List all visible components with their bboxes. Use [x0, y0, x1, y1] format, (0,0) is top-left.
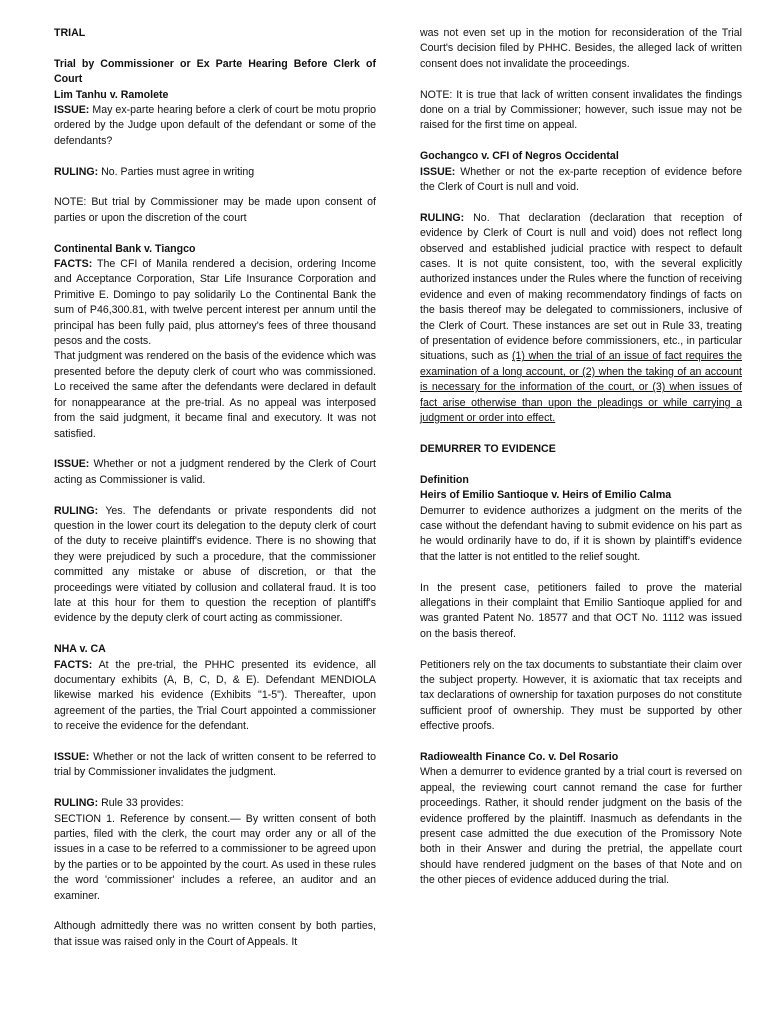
trial-heading: TRIAL — [54, 27, 86, 39]
case-body-radiowealth: When a demurrer to evidence granted by a trial court is reversed on appeal, the reviewing court cannot remand the case for further proceedings. Rather, it should render judgment on the basis of the evidence proffered by the plaintiff. Inasmuch as defendants in the present case admitted the due execution of the Promissory Note both in their Answer and during the pretrial, the appellate court should have rendered judgment on the bases of that Note and on the other pieces of evidence adduced during the trial. — [420, 766, 742, 887]
case-issue-lim-tanhu: ISSUE: May ex-parte hearing before a clerk of court be motu proprio ordered by the Judge upon default of the defendant or some of the defendants? — [54, 104, 376, 147]
case-title-nha: NHA v. CA — [54, 643, 106, 656]
case-note-lim-tanhu: NOTE: But trial by Commissioner may be made upon consent of parties or upon the discretion of the court — [54, 196, 376, 224]
definition-heading: Definition — [420, 473, 469, 486]
case-ruling-gochangco: RULING: No. That declaration (declaration that reception of evidence by Clerk of Court is null and void) does not reflect long observed and established judicial practice with respect to default cases. It is not quite consistent, too, with the several explicitly authorized instances under the Rules where the function of receiving evidence and even of making recommendatory findings of facts on the basis thereof may be delegated to commissioners, inclusive of the Clerk of Court. These instances are set out in Rule 33, treating of presentation of evidence before commissioners, etc., in particular situations, such as (1) when the trial of an issue of fact requires the examination of a long account, or (2) when the taking of an account is necessary for the information of the court, or (3) when issues of fact arise otherwise than upon the pleadings or while carrying a judgment or order into effect. — [420, 211, 743, 425]
case-body-santioque-1: Demurrer to evidence authorizes a judgment on the merits of the case without the defendant having to submit evidence on his part as he would ordinarily have to do, if it is shown by plaintiff's evidence that the latter is not entitled to the relief sought. — [420, 504, 742, 563]
case-issue-gochangco: ISSUE: Whether or not the ex-parte reception of evidence before the Clerk of Court is null and void. — [420, 165, 742, 194]
case-title-lim-tanhu: Lim Tanhu v. Ramolete — [54, 88, 169, 101]
case-body-santioque-2: In the present case, petitioners failed to prove the material allegations in their complaint that Emilio Santioque applied for and was granted Patent No. 18577 and that OCT No. 1112 was issued on the basis thereof. — [420, 581, 742, 640]
demurrer-heading: DEMURRER TO EVIDENCE — [420, 442, 556, 455]
case-facts-continental: FACTS: The CFI of Manila rendered a decision, ordering Income and Acceptance Corporation, Star Life Insurance Corporation and Primitive E. Domingo to pay solidarily Lo the Continental Bank the sum of P46,300.81, with twelve percent interest per annum until the principal has been fully paid, plus attorney's fees of three thousand pesos and the costs. — [54, 258, 376, 348]
case-ruling-lim-tanhu: RULING: No. Parties must agree in writing — [54, 165, 255, 178]
case-facts-nha: FACTS: At the pre-trial, the PHHC presented its evidence, all documentary exhibits (A, B, C, D, & E). Defendant MENDIOLA likewise marked his evidence (Exhibits "1-5"). Thereafter, upon agreement of the parties, the Trial Court appointed a commissioner to receive the evidence for the defendant. — [54, 658, 376, 733]
case-title-radiowealth: Radiowealth Finance Co. v. Del Rosario — [420, 750, 619, 763]
case-title-gochangco: Gochangco v. CFI of Negros Occidental — [420, 150, 619, 163]
case-body-santioque-3: Petitioners rely on the tax documents to substantiate their claim over the subject property. However, it is axiomatic that tax receipts and tax declarations of ownership for taxation purposes do not constitute sufficient proof of ownership. They must be supported by other effective proofs. — [420, 658, 742, 733]
case-ruling-continental: RULING: Yes. The defendants or private respondents did not question in the lower court its delegation to the deputy clerk of court of the duty to receive plaintiff's evidence. There is no showing that they were prejudiced by such a procedure, that the commissioner committed any mistake or abuse of discretion, or that the proceedings were vitiated by collusion and collateral fraud. It is too late at this hour for them to question the reception of plantiff's evidence by the deputy clerk of court acting as commissioner. — [54, 504, 376, 625]
case-body-nha: Although admittedly there was no written consent by both parties, that issue was raised only in the Court of Appeals. It — [54, 920, 376, 948]
case-title-continental: Continental Bank v. Tiangco — [54, 242, 196, 255]
case-note-nha: NOTE: It is true that lack of written consent invalidates the findings done on a trial by Commissioner; however, such issue may not be raised for the first time on appeal. — [420, 88, 742, 132]
case-title-santioque: Heirs of Emilio Santioque v. Heirs of Emilio Calma — [420, 489, 672, 502]
case-issue-nha: ISSUE: Whether or not the lack of written consent to be referred to trial by Commissioner invalidates the judgment. — [54, 750, 376, 779]
right-column — [420, 26, 742, 889]
trial-subheading: Trial by Commissioner or Ex Parte Hearing Before Clerk of Court — [54, 57, 376, 86]
case-facts-continental-2: That judgment was rendered on the basis of the evidence which was presented before the deputy clerk of court who was commissioned. Lo received the same after the defendants were declared in default for nonappearance at the pre-trial. As no appeal was interposed from the said judgment, it became final and executory. It was not satisfied. — [54, 350, 376, 440]
left-column — [54, 26, 376, 950]
rule-33-section-1: SECTION 1. Reference by consent.— By written consent of both parties, filed with the clerk, the court may order any or all of the issues in a case to be referred to a commissioner to be agreed upon by the parties or to be appointed by the court. As used in these rules the word 'commissioner' includes a referee, an auditor and an examiner. — [54, 812, 376, 902]
rule-33-instances: (1) when the trial of an issue of fact requires the examination of a long account, or (2) when the taking of an account is necessary for the information of the court, or (3) when issues of fact arise otherwise than upon the pleadings or while carrying a judgment or order into effect. — [420, 350, 743, 425]
case-issue-continental: ISSUE: Whether or not a judgment rendered by the Clerk of Court acting as Commissioner is valid. — [54, 458, 376, 486]
case-continued-nha: was not even set up in the motion for reconsideration of the Trial Court's decision filed by PHHC. Besides, the alleged lack of written consent does not invalidate the proceedings. — [420, 27, 742, 70]
case-ruling-nha: RULING: Rule 33 provides: — [54, 797, 184, 810]
